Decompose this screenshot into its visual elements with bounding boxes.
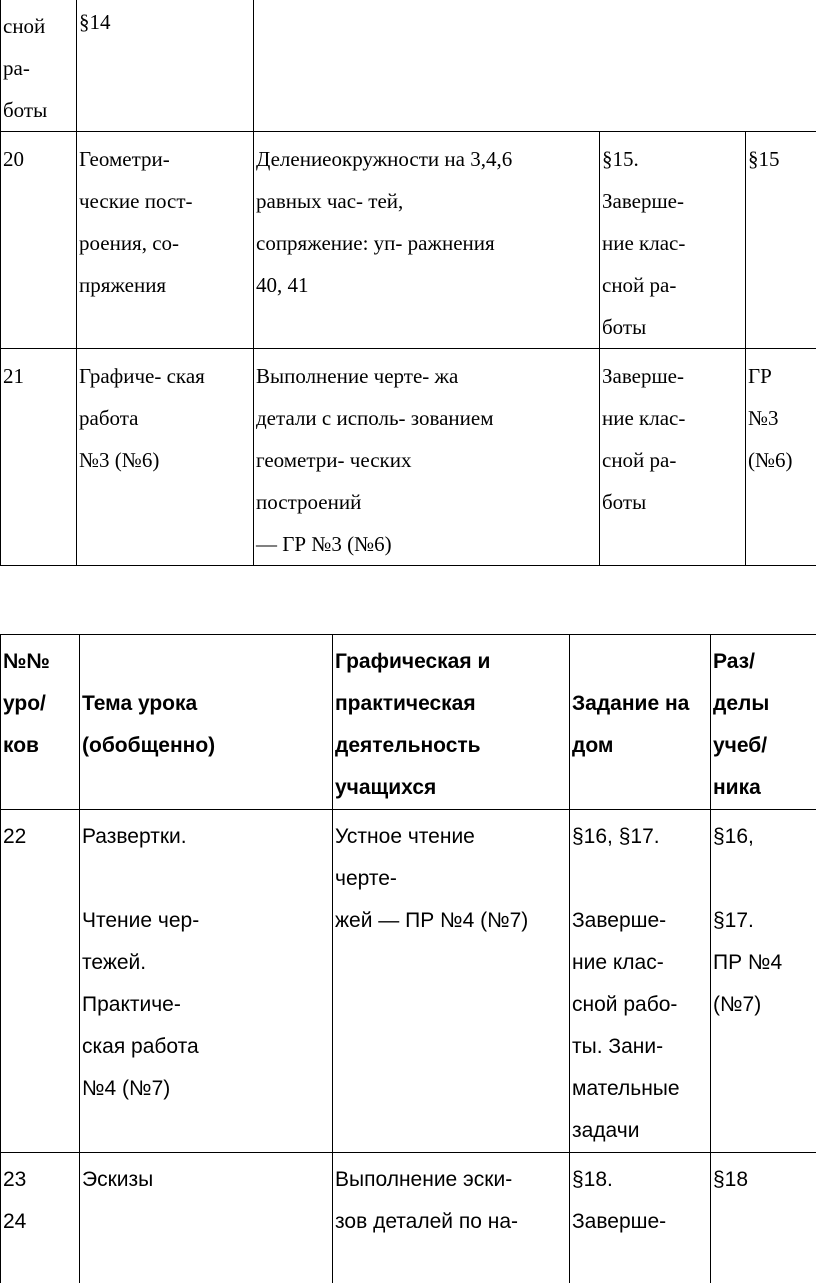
cell-homework: §15. Заверше- ние клас- сной ра- боты — [600, 132, 746, 349]
header-topic: Тема урока (обобщенно) — [80, 635, 333, 810]
cell-no: сной ра- боты — [1, 0, 77, 132]
cell-topic: Геометри- ческие пост- роения, со- пряжения — [77, 132, 254, 349]
lesson-table — [0, 634, 816, 1283]
table-row — [1, 1153, 816, 1283]
table-row — [1, 810, 816, 1153]
cell-activity: Устное чтение черте- жей — ПР №4 (№7) — [333, 810, 570, 1153]
header-lesson-no: №№ уро/ ков — [1, 635, 80, 810]
cell-topic: Развертки. Чтение чер- тежей. Практиче- ская работа №4 (№7) — [80, 810, 333, 1153]
lesson-table-continued — [0, 0, 816, 566]
cell-section: §15 — [746, 132, 816, 349]
cell-homework: Заверше- ние клас- сной ра- боты — [600, 349, 746, 566]
cell-section: §18 — [711, 1153, 816, 1283]
cell-topic: Графиче- ская работа №3 (№6) — [77, 349, 254, 566]
cell-section: §16, §17. ПР №4 (№7) — [711, 810, 816, 1153]
cell-topic: Эскизы — [80, 1153, 333, 1283]
cell-activity: Делениеокружности на 3,4,6 равных час- тей, сопряжение: уп- ражнения 40, 41 — [254, 132, 600, 349]
cell-no: 23 24 — [1, 1153, 80, 1283]
header-section: Раз/ делы учеб/ ника — [711, 635, 816, 810]
cell-section: ГР №3 (№6) — [746, 349, 816, 566]
cell-no: 20 — [1, 132, 77, 349]
cell-no: 21 — [1, 349, 77, 566]
cell-homework: §18. Заверше- — [570, 1153, 711, 1283]
cell-activity: Выполнение эски- зов деталей по на- — [333, 1153, 570, 1283]
header-activity: Графическая и практическая деятельность учащихся — [333, 635, 570, 810]
cell-homework: §16, §17. Заверше- ние клас- сной рабо- ты. Зани- мательные задачи — [570, 810, 711, 1153]
table-row — [1, 132, 816, 349]
header-homework: Задание на дом — [570, 635, 711, 810]
cell-no: 22 — [1, 810, 80, 1153]
cell-topic: §14 — [77, 0, 254, 132]
table-row — [1, 0, 816, 132]
table-row — [1, 349, 816, 566]
cell-empty — [254, 0, 816, 132]
table-header-row — [1, 635, 816, 810]
cell-activity: Выполнение черте- жа детали с исполь- зованием геометри- ческих построений — ГР №3 (№6) — [254, 349, 600, 566]
